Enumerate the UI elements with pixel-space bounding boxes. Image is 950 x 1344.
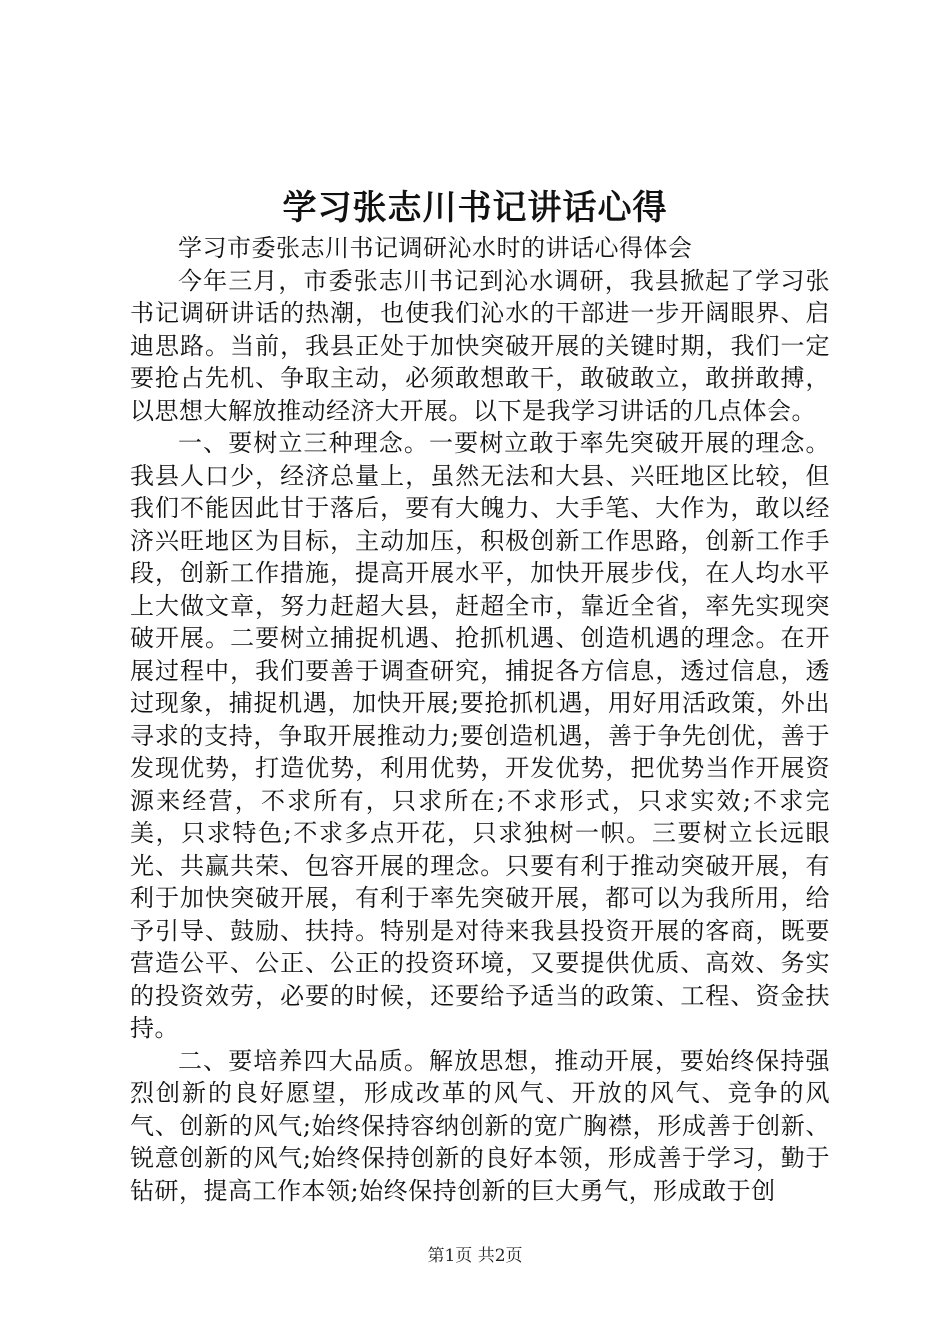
paragraph-intro: 今年三月，市委张志川书记到沁水调研，我县掀起了学习张书记调研讲话的热潮，也使我们沁水的干部进一步开阔眼界、启迪思路。当前，我县正处于加快突破开展的关键时期，我们一定要抢占先机、争取主动，必须敢想敢干，敢破敢立，敢拼敢搏，以思想大解放推动经济大开展。以下是我学习讲话的几点体会。 bbox=[130, 266, 830, 425]
document-title: 学习张志川书记讲话心得 bbox=[282, 188, 668, 228]
document-body bbox=[130, 232, 830, 1207]
paragraph-three-concepts: 一、要树立三种理念。一要树立敢于率先突破开展的理念。我县人口少，经济总量上，虽然无法和大县、兴旺地区比较，但我们不能因此甘于落后，要有大魄力、大手笔、大作为，敢以经济兴旺地区为目标，主动加压，积极创新工作思路，创新工作手段，创新工作措施，提高开展水平，加快开展步伐，在人均水平上大做文章，努力赶超大县，赶超全市，靠近全省，率先实现突破开展。二要树立捕捉机遇、抢抓机遇、创造机遇的理念。在开展过程中，我们要善于调查研究，捕捉各方信息，透过信息，透过现象，捕捉机遇，加快开展;要抢抓机遇，用好用活政策，外出寻求的支持，争取开展推动力;要创造机遇，善于争先创优，善于发现优势，打造优势，利用优势，开发优势，把优势当作开展资源来经营，不求所有，只求所在;不求形式，只求实效;不求完美，只求特色;不求多点开花，只求独树一帜。三要树立长远眼光、共赢共荣、包容开展的理念。只要有利于推动突破开展，有利于加快突破开展，有利于率先突破开展，都可以为我所用，给予引导、鼓励、扶持。特别是对待来我县投资开展的客商，既要营造公平、公正、公正的投资环境，又要提供优质、高效、务实的投资效劳，必要的时候，还要给予适当的政策、工程、资金扶持。 bbox=[130, 429, 830, 1042]
page-footer: 第1页 共2页 bbox=[427, 1246, 523, 1266]
document-subtitle: 学习市委张志川书记调研沁水时的讲话心得体会 bbox=[178, 234, 693, 262]
paragraph-four-qualities: 二、要培养四大品质。解放思想，推动开展，要始终保持强烈创新的良好愿望，形成改革的风气、开放的风气、竞争的风气、创新的风气;始终保持容纳创新的宽广胸襟，形成善于创新、锐意创新的风气;始终保持创新的良好本领，形成善于学习，勤于钻研，提高工作本领;始终保持创新的巨大勇气，形成敢于创 bbox=[130, 1046, 830, 1205]
